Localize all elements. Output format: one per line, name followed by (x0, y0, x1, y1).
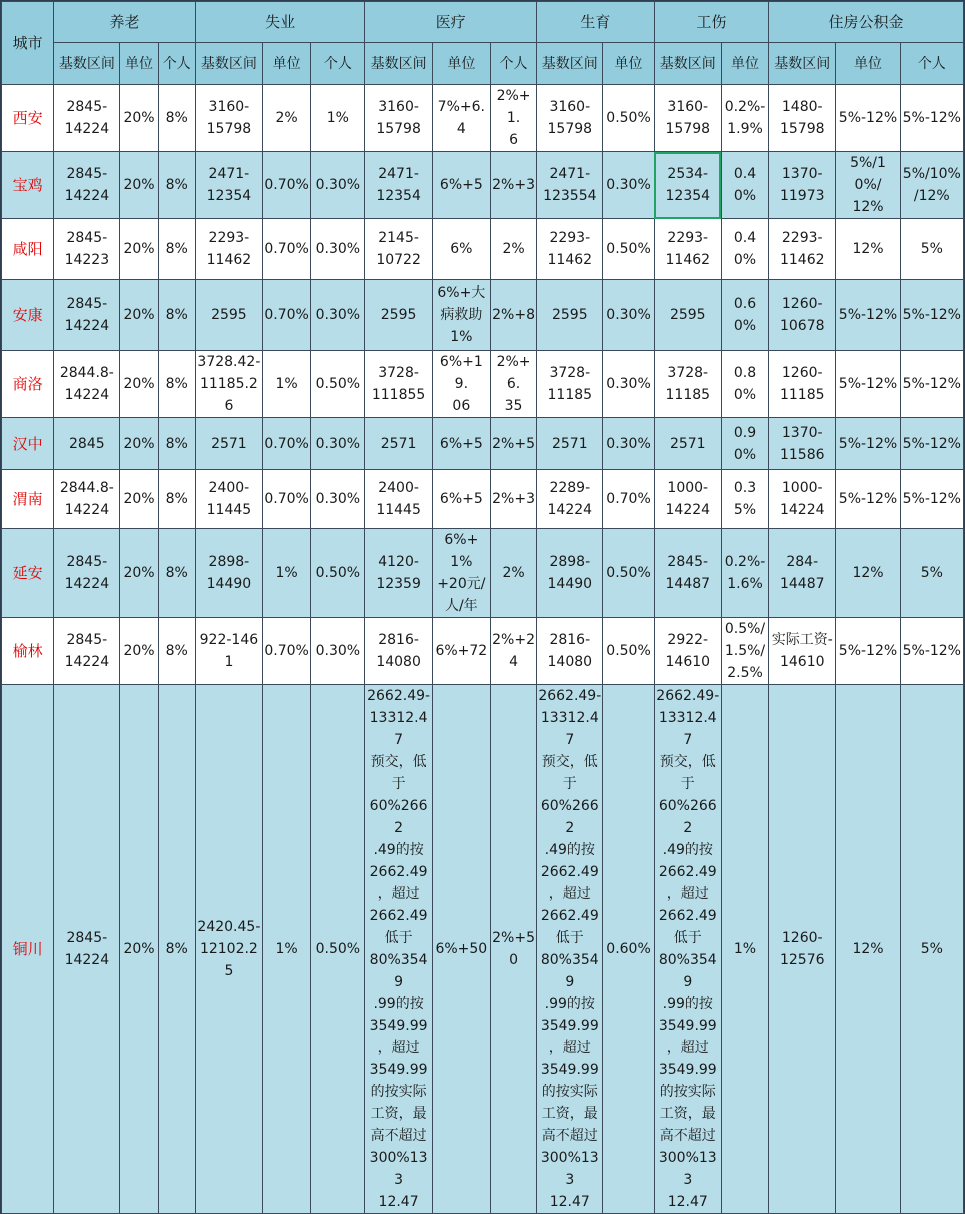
table-cell[interactable]: 1% (311, 85, 365, 152)
table-cell[interactable]: 2400- 11445 (365, 470, 432, 529)
table-cell[interactable]: 2%+5 0 (490, 685, 536, 1214)
table-row (2, 85, 964, 152)
table-cell[interactable]: 1370- 11586 (769, 418, 836, 470)
city-cell[interactable]: 渭南 (2, 470, 54, 529)
table-cell[interactable]: 2662.49- 13312.47 预交，低 于 60%2662 .49的按 2662.49 ，超过 2662.49 低于 80%3549 .99的按 3549.99 ，超过 3549.99 的按实际 工资，最 高不超过 300%133 12.47 (654, 685, 721, 1214)
subheader-cell[interactable]: 基数区间 (654, 43, 721, 85)
table-cell[interactable]: 2% (490, 219, 536, 280)
table-cell[interactable]: 2845- 14224 (54, 685, 120, 1214)
table-cell[interactable]: 20% (120, 85, 158, 152)
table-cell[interactable]: 2%+8 (490, 280, 536, 351)
table-cell[interactable]: 0.50% (603, 529, 654, 618)
table-cell[interactable]: 2844.8- 14224 (54, 351, 120, 418)
table-cell[interactable]: 20% (120, 529, 158, 618)
table-cell[interactable]: 0.70% (263, 219, 311, 280)
table-cell[interactable]: 2595 (654, 280, 721, 351)
table-cell[interactable]: 5% (900, 219, 963, 280)
table-cell[interactable]: 5% (900, 529, 963, 618)
city-cell[interactable]: 延安 (2, 529, 54, 618)
table-cell[interactable]: 5%/10% /12% (900, 152, 963, 219)
table-row (2, 280, 964, 351)
table-cell[interactable]: 2471- 12354 (365, 152, 432, 219)
table-cell[interactable]: 8% (158, 470, 195, 529)
table-cell[interactable]: 实际工资- 14610 (769, 618, 836, 685)
subheader-cell[interactable]: 基数区间 (195, 43, 262, 85)
table-cell[interactable]: 3160- 15798 (654, 85, 721, 152)
table-cell[interactable]: 2%+1. 6 (490, 85, 536, 152)
table-cell[interactable]: 2595 (537, 280, 603, 351)
table-cell[interactable]: 6%+5 (432, 470, 490, 529)
table-cell[interactable]: 922-1461 (195, 618, 262, 685)
table-cell[interactable]: 6%+72 (432, 618, 490, 685)
table-cell[interactable]: 1% (721, 685, 768, 1214)
table-cell[interactable]: 3160- 15798 (365, 85, 432, 152)
table-cell[interactable]: 2571 (537, 418, 603, 470)
city-cell[interactable]: 榆林 (2, 618, 54, 685)
table-cell[interactable]: 0.50% (311, 529, 365, 618)
table-cell[interactable]: 3728- 11185 (537, 351, 603, 418)
table-cell[interactable]: 2845- 14224 (54, 280, 120, 351)
table-cell[interactable]: 3728.42- 11185.26 (195, 351, 262, 418)
table-cell[interactable]: 1000- 14224 (769, 470, 836, 529)
table-cell[interactable]: 0.30% (603, 418, 654, 470)
header-injury[interactable]: 工伤 (654, 2, 768, 43)
header-pension[interactable]: 养老 (54, 2, 196, 43)
table-cell[interactable]: 1% (263, 529, 311, 618)
subheader-cell[interactable]: 单位 (263, 43, 311, 85)
table-cell[interactable]: 2816- 14080 (365, 618, 432, 685)
table-cell[interactable]: 5%-12% (836, 85, 900, 152)
table-cell[interactable]: 5%-12% (836, 418, 900, 470)
table-row (2, 529, 964, 618)
table-cell[interactable]: 20% (120, 685, 158, 1214)
subheader-cell[interactable]: 单位 (120, 43, 158, 85)
subheader-cell[interactable]: 单位 (603, 43, 654, 85)
subheader-cell[interactable]: 单位 (721, 43, 768, 85)
table-cell[interactable]: 5%-12% (836, 351, 900, 418)
table-cell[interactable]: 1% (263, 351, 311, 418)
table-cell[interactable]: 5% (900, 685, 963, 1214)
table-cell[interactable]: 0.5%/ 1.5%/ 2.5% (721, 618, 768, 685)
table-cell[interactable]: 8% (158, 152, 195, 219)
table-cell[interactable]: 2898- 14490 (537, 529, 603, 618)
table-cell[interactable]: 0.2%- 1.9% (721, 85, 768, 152)
table-row (2, 152, 964, 219)
table-cell[interactable]: 6%+5 (432, 418, 490, 470)
subheader-cell[interactable]: 单位 (432, 43, 490, 85)
table-cell[interactable]: 8% (158, 351, 195, 418)
table-cell[interactable]: 2%+6. 35 (490, 351, 536, 418)
table-cell[interactable]: 2922- 14610 (654, 618, 721, 685)
table-cell[interactable]: 2289- 14224 (537, 470, 603, 529)
table-cell[interactable]: 3728- 11185 (654, 351, 721, 418)
table-cell[interactable]: 0.40% (721, 152, 768, 219)
city-cell[interactable]: 咸阳 (2, 219, 54, 280)
table-cell[interactable]: 1260- 11185 (769, 351, 836, 418)
table-cell[interactable]: 1260- 12576 (769, 685, 836, 1214)
table-cell[interactable]: 0.50% (603, 85, 654, 152)
table-cell[interactable]: 2844.8- 14224 (54, 470, 120, 529)
header-unemployment[interactable]: 失业 (195, 2, 365, 43)
table-cell[interactable]: 12% (836, 685, 900, 1214)
table-cell[interactable]: 8% (158, 219, 195, 280)
table-cell[interactable]: 2%+3 (490, 152, 536, 219)
city-cell[interactable]: 商洛 (2, 351, 54, 418)
header-medical[interactable]: 医疗 (365, 2, 537, 43)
table-cell[interactable]: 5%-12% (900, 280, 963, 351)
table-cell[interactable]: 2845- 14224 (54, 618, 120, 685)
table-cell[interactable]: 0.30% (603, 280, 654, 351)
header-city[interactable]: 城市 (2, 2, 54, 85)
header-maternity[interactable]: 生育 (537, 2, 654, 43)
table-cell[interactable]: 20% (120, 280, 158, 351)
table-cell[interactable]: 0.80% (721, 351, 768, 418)
table-cell[interactable]: 0.40% (721, 219, 768, 280)
subheader-cell[interactable]: 个人 (900, 43, 963, 85)
table-cell[interactable]: 2845 (54, 418, 120, 470)
table-cell[interactable]: 5%-12% (900, 470, 963, 529)
table-cell[interactable]: 0.30% (311, 470, 365, 529)
table-cell[interactable]: 12% (836, 529, 900, 618)
table-cell[interactable]: 2845- 14224 (54, 529, 120, 618)
table-cell[interactable]: 2662.49- 13312.47 预交，低 于 60%2662 .49的按 2662.49 ，超过 2662.49 低于 80%3549 .99的按 3549.99 ，超过 3549.99 的按实际 工资，最 高不超过 300%133 12.47 (365, 685, 432, 1214)
table-cell[interactable]: 5%-12% (836, 618, 900, 685)
table-cell[interactable]: 5%-12% (900, 351, 963, 418)
subheader-cell[interactable]: 基数区间 (365, 43, 432, 85)
table-cell[interactable]: 4120- 12359 (365, 529, 432, 618)
table-cell[interactable]: 2293- 11462 (537, 219, 603, 280)
table-cell[interactable]: 0.70% (263, 418, 311, 470)
table-cell[interactable]: 1260- 10678 (769, 280, 836, 351)
table-cell[interactable]: 6%+50 (432, 685, 490, 1214)
table-cell[interactable]: 0.90% (721, 418, 768, 470)
subheader-cell[interactable]: 个人 (490, 43, 536, 85)
city-cell[interactable]: 宝鸡 (2, 152, 54, 219)
table-cell[interactable]: 5%-12% (900, 418, 963, 470)
table-cell[interactable]: 6%+5 (432, 152, 490, 219)
insurance-table (1, 1, 964, 1214)
table-cell[interactable]: 0.70% (263, 280, 311, 351)
table-cell[interactable]: 0.2%- 1.6% (721, 529, 768, 618)
subheader-cell[interactable]: 个人 (158, 43, 195, 85)
table-cell[interactable]: 0.30% (311, 418, 365, 470)
table-cell[interactable]: 1000- 14224 (654, 470, 721, 529)
table-row (2, 351, 964, 418)
table-cell[interactable]: 2662.49- 13312.47 预交，低 于 60%2662 .49的按 2662.49 ，超过 2662.49 低于 80%3549 .99的按 3549.99 ，超过 3549.99 的按实际 工资，最 高不超过 300%133 12.47 (537, 685, 603, 1214)
table-cell[interactable]: 2%+2 4 (490, 618, 536, 685)
table-cell[interactable]: 0.70% (263, 618, 311, 685)
table-cell[interactable]: 0.50% (603, 219, 654, 280)
table-cell[interactable]: 5%-12% (900, 85, 963, 152)
table-cell[interactable]: 3728- 111855 (365, 351, 432, 418)
table-cell[interactable]: 8% (158, 418, 195, 470)
table-cell[interactable]: 2% (490, 529, 536, 618)
city-cell[interactable]: 安康 (2, 280, 54, 351)
table-cell[interactable]: 3160- 15798 (195, 85, 262, 152)
table-cell[interactable]: 2898- 14490 (195, 529, 262, 618)
table-cell[interactable]: 2845- 14487 (654, 529, 721, 618)
table-cell[interactable]: 2%+3 (490, 470, 536, 529)
table-cell[interactable]: 2816- 14080 (537, 618, 603, 685)
table-row (2, 219, 964, 280)
table-cell[interactable]: 0.35% (721, 470, 768, 529)
table-cell[interactable]: 0.70% (603, 470, 654, 529)
table-cell[interactable]: 20% (120, 418, 158, 470)
table-cell[interactable]: 8% (158, 529, 195, 618)
table-cell[interactable]: 0.60% (721, 280, 768, 351)
table-cell[interactable]: 5%-12% (836, 470, 900, 529)
subheader-cell[interactable]: 个人 (311, 43, 365, 85)
table-cell[interactable]: 2%+5 (490, 418, 536, 470)
table-cell[interactable]: 8% (158, 85, 195, 152)
table-cell[interactable]: 0.70% (263, 470, 311, 529)
table-cell[interactable]: 2595 (195, 280, 262, 351)
table-cell[interactable]: 0.50% (311, 685, 365, 1214)
table-cell[interactable]: 12% (836, 219, 900, 280)
table-cell[interactable]: 1370- 11973 (769, 152, 836, 219)
table-cell[interactable]: 8% (158, 685, 195, 1214)
table-row (2, 470, 964, 529)
table-cell[interactable]: 2595 (365, 280, 432, 351)
table-cell[interactable]: 2845- 14224 (54, 152, 120, 219)
table-cell[interactable]: 0.30% (311, 618, 365, 685)
table-cell[interactable]: 6%+1% +20元/ 人/年 (432, 529, 490, 618)
table-cell[interactable]: 7%+6.4 (432, 85, 490, 152)
table-cell[interactable]: 0.50% (311, 351, 365, 418)
table-cell[interactable]: 6%+大 病救助 1% (432, 280, 490, 351)
table-cell[interactable]: 0.30% (311, 219, 365, 280)
table-cell[interactable]: 5%/10%/ 12% (836, 152, 900, 219)
table-row (2, 418, 964, 470)
table-cell[interactable]: 20% (120, 351, 158, 418)
table-row (2, 685, 964, 1214)
table-cell[interactable]: 20% (120, 219, 158, 280)
selected-cell[interactable]: 2534- 12354 (654, 152, 721, 219)
table-cell[interactable]: 2471- 12354 (195, 152, 262, 219)
table-cell[interactable]: 284- 14487 (769, 529, 836, 618)
subheader-cell[interactable]: 基数区间 (54, 43, 120, 85)
subheader-cell[interactable]: 基数区间 (537, 43, 603, 85)
table-cell[interactable]: 0.30% (311, 152, 365, 219)
table-cell[interactable]: 2293- 11462 (654, 219, 721, 280)
table-cell[interactable]: 1% (263, 685, 311, 1214)
table-cell[interactable]: 0.60% (603, 685, 654, 1214)
table-cell[interactable]: 6% (432, 219, 490, 280)
table-cell[interactable]: 5%-12% (900, 618, 963, 685)
table-cell[interactable]: 3160- 15798 (537, 85, 603, 152)
city-cell[interactable]: 西安 (2, 85, 54, 152)
table-cell[interactable]: 2845- 14223 (54, 219, 120, 280)
table-cell[interactable]: 8% (158, 280, 195, 351)
table-cell[interactable]: 20% (120, 618, 158, 685)
table-cell[interactable]: 2400- 11445 (195, 470, 262, 529)
table-cell[interactable]: 20% (120, 470, 158, 529)
table-cell[interactable]: 2% (263, 85, 311, 152)
table-cell[interactable]: 2571 (654, 418, 721, 470)
table-cell[interactable]: 2293- 11462 (769, 219, 836, 280)
table-cell[interactable]: 2293- 11462 (195, 219, 262, 280)
table-cell[interactable]: 20% (120, 152, 158, 219)
table-cell[interactable]: 0.70% (263, 152, 311, 219)
table-cell[interactable]: 6%+19. 06 (432, 351, 490, 418)
header-housing-fund[interactable]: 住房公积金 (769, 2, 964, 43)
table-cell[interactable]: 2420.45- 12102.25 (195, 685, 262, 1214)
table-cell[interactable]: 8% (158, 618, 195, 685)
table-cell[interactable]: 5%-12% (836, 280, 900, 351)
table-cell[interactable]: 0.30% (603, 351, 654, 418)
subheader-cell[interactable]: 基数区间 (769, 43, 836, 85)
table-cell[interactable]: 1480- 15798 (769, 85, 836, 152)
table-cell[interactable]: 2845- 14224 (54, 85, 120, 152)
table-cell[interactable]: 2145- 10722 (365, 219, 432, 280)
city-cell[interactable]: 汉中 (2, 418, 54, 470)
table-cell[interactable]: 0.30% (603, 152, 654, 219)
table-cell[interactable]: 0.50% (603, 618, 654, 685)
table-cell[interactable]: 2571 (365, 418, 432, 470)
subheader-cell[interactable]: 单位 (836, 43, 900, 85)
city-cell[interactable]: 铜川 (2, 685, 54, 1214)
table-cell[interactable]: 0.30% (311, 280, 365, 351)
table-cell[interactable]: 2571 (195, 418, 262, 470)
table-row (2, 618, 964, 685)
table-cell[interactable]: 2471- 123554 (537, 152, 603, 219)
